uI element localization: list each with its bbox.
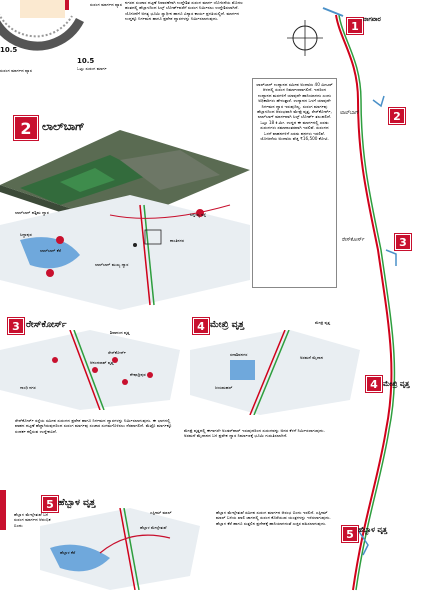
section-badge-3: 3 — [8, 318, 24, 334]
map-label-mekhri-4: ಜಯಮಹಲ್ — [215, 385, 233, 390]
section-title-lalbagh: ಲಾಲ್‌ಬಾಗ್ — [42, 120, 85, 133]
section-title-racecourse: ರೇಸ್‌ಕೋರ್ಸ್ — [26, 320, 67, 330]
depth-label-left: 10.5 — [0, 46, 18, 54]
map-label-mekhri-3: ಅರಮನೆ ಮೈದಾನ — [300, 355, 324, 360]
route-badge-4: 4 — [366, 376, 382, 392]
mekhri-paragraph: ಮೇಖ್ರಿ ವೃತ್ತದಲ್ಲಿ ಈಗಾಗಲೇ ಅಂಡರ್‌ಪಾಸ್ ಇರುವುದರಿಂದ ಸುರಂಗವನ್ನು ಅದರ ಕೆಳಗೆ ನಿರ್ಮಿಸಲಾಗುವುದು. ಅರಮನೆ ಮೈದಾನದ ಬಳಿ ಪ್ರವೇಶ ದ್ವಾರ ನಿರ್ಮಾಣಕ್ಕೆ ಭೂಮಿ ಗುರುತಿಸಲಾಗಿದೆ. — [184, 428, 325, 439]
intro-paragraph: ನಗರದ ಸಂಚಾರ ದಟ್ಟಣೆ ನಿವಾರಣೆಗಾಗಿ ಉದ್ದೇಶಿತ ಸುರಂಗ ಮಾರ್ಗ ಯೋಜನೆಯ ಮೊದಲ ಹಂತದಲ್ಲಿ ಹೆಬ್ಬಾಳದಿಂದ ಸಿಲ್ಕ್‌ ಬೋರ್ಡ್‌ವರೆಗೆ ಸುರಂಗ ನಿರ್ಮಿಸಲು ಉದ್ದೇಶಿಸಲಾಗಿದೆ. ಯೋಜನೆಗೆ ಅಗತ್ಯ ಭೂಮಿ ಸ್ವಾಧೀನ ಹಾಗೂ ವಿನ್ಯಾಸ ಕಾರ್ಯ ಪ್ರಗತಿಯಲ್ಲಿದೆ. ಮಾರ್ಗದ ಉದ್ದಕ್ಕೂ ನಿರ್ಗಮನ ಹಾಗೂ ಪ್ರವೇಶ ದ್ವಾರಗಳನ್ನು ನಿರ್ಮಿಸಲಾಗುವುದು. — [125, 0, 243, 22]
station-label-1: ನಾಗವಾರ — [363, 16, 381, 23]
route-badge-2: 2 — [389, 108, 405, 124]
section-title-mekhri: ಮೇಖ್ರಿ ವೃತ್ತ — [210, 320, 245, 330]
map-label-race-4: ಗಾಂಧಿ ನಗರ — [20, 385, 36, 390]
mekhri-map — [190, 330, 360, 415]
map-label-lalbagh-3: ಲಾಲ್‌ಬಾಗ್ ಕೆರೆ — [40, 248, 62, 253]
section-title-hebbal: ಹೆಬ್ಬಾಳ ವೃತ್ತ — [58, 498, 96, 508]
hebbal-side-note: ಹೆಬ್ಬಾಳ ಮೇಲ್ಸೇತುವೆ ಬಳಿ ಸುರಂಗ ಮಾರ್ಗದ ಆರಂಭಿಕ ಬಿಂದು — [14, 512, 51, 528]
map-label-hebbal-1: ಹೆಬ್ಬಾಳ ಕೆರೆ — [60, 550, 76, 555]
section-badge-2: 2 — [14, 116, 38, 140]
racecourse-map — [0, 330, 180, 410]
route-badge-1: 1 — [347, 18, 363, 34]
map-label-race-3: ಆನಂದರಾವ್ ವೃತ್ತ — [90, 360, 114, 365]
map-label-lalbagh-6: ಸಿದ್ದಯ್ಯ ರಸ್ತೆ — [190, 212, 206, 217]
map-label-mekhri-2: ಸದಾಶಿವನಗರ — [230, 352, 248, 357]
depth-label-right: 10.5 — [77, 57, 95, 65]
route-badge-5: 5 — [342, 526, 358, 542]
map-label-hebbal-3: ಎಸ್ಟೀಮ್ ಮಾಲ್ — [150, 510, 172, 515]
map-label-lalbagh-4: ಲಾಲ್‌ಬಾಗ್ ಮುಖ್ಯ ದ್ವಾರ — [95, 262, 129, 267]
map-label-hebbal-2: ಹೆಬ್ಬಾಳ ಮೇಲ್ಸೇತುವೆ — [140, 525, 167, 530]
map-label-race-2: ರೇಸ್‌ಕೋರ್ಸ್ — [108, 350, 127, 355]
tunnel-note-a: ಸುರಂಗ ಮಾರ್ಗದ ವ್ಯಾಸ — [0, 68, 33, 73]
tunnel-side-note: ಸುರಂಗ ಮಾರ್ಗದ ವ್ಯಾಸ — [90, 2, 123, 7]
hebbal-paragraph: ಹೆಬ್ಬಾಳ ಮೇಲ್ಸೇತುವೆ ಸಮೀಪ ಸುರಂಗ ಮಾರ್ಗದ ಆರಂಭ ಬಿಂದು ಇರಲಿದೆ. ಎಸ್ಟೀಮ್ ಮಾಲ್ ಬಳಿಯ ಖಾಲಿ ಜಾಗದಲ್ಲಿ ಸುರಂಗ ಕೊರೆಯುವ ಯಂತ್ರಗಳನ್ನು ಇಳಿಸಲಾಗುವುದು. ಹೆಬ್ಬಾಳ ಕೆರೆ ಹಾಗೂ ಸುತ್ತಲಿನ ಪ್ರದೇಶಕ್ಕೆ ಹಾನಿಯಾಗದಂತೆ ಎಚ್ಚರ ವಹಿಸಲಾಗುವುದು. — [216, 510, 331, 526]
lalbagh-info-box — [252, 78, 337, 288]
station-label-5: ಹೆಬ್ಬಾಳ ವೃತ್ತ — [358, 526, 388, 534]
station-label-3: ರೇಸ್‌ಕೋರ್ಸ್ — [342, 237, 365, 243]
station-label-4: ಮೇಖ್ರಿ ವೃತ್ತ — [383, 380, 410, 388]
left-edge-badge — [0, 490, 6, 530]
map-label-race-5: ಶೇಷಾದ್ರಿಪುರ — [130, 372, 146, 377]
map-label-lalbagh-2: ಸಿದ್ದಾಪುರ — [20, 232, 32, 237]
map-label-lalbagh-5: ಶಾಂತಿನಗರ — [170, 238, 184, 243]
station-label-2: ಲಾಲ್‌ಬಾಗ್ — [340, 110, 360, 116]
map-label-mekhri-1: ಮೇಖ್ರಿ ವೃತ್ತ — [315, 320, 331, 325]
racecourse-paragraph: ರೇಸ್‌ಕೋರ್ಸ್ ರಸ್ತೆಯ ಸಮೀಪ ಸುರಂಗದ ಪ್ರವೇಶ ಹಾಗೂ ನಿರ್ಗಮನ ದ್ವಾರಗಳನ್ನು ನಿರ್ಮಿಸಲಾಗುವುದು. ಈ ಭಾಗದಲ್ಲಿ ವಾಹನ ದಟ್ಟಣೆ ಹೆಚ್ಚಾಗಿರುವುದರಿಂದ ಸುರಂಗ ಮಾರ್ಗವು ಸಂಚಾರ ಸುಗಮಗೊಳಿಸಲು ನೆರವಾಗಲಿದೆ. ಮೆಟ್ರೊ ಮಾರ್ಗಕ್ಕೂ ಸಂಪರ್ಕ ಕಲ್ಪಿಸುವ ಉದ್ದೇಶವಿದೆ. — [15, 418, 172, 434]
map-label-lalbagh-1: ಲಾಲ್‌ಬಾಗ್ ಪಶ್ಚಿಮ ದ್ವಾರ — [15, 210, 49, 215]
hebbal-map — [40, 508, 200, 590]
map-label-race-1: ಶಿವಾನಂದ ವೃತ್ತ — [110, 330, 130, 335]
section-badge-5: 5 — [42, 496, 58, 512]
lalbagh-info-text: ಲಾಲ್‌ಬಾಗ್ ಉದ್ಯಾನದ ಸಮೀಪ ಅಂದಾಜು 40 ಮೀಟರ್ ಆಳದಲ್ಲಿ ಸುರಂಗ ನಿರ್ಮಾಣವಾಗಲಿದೆ. ಇದರಿಂದ ಉದ್ಯಾನದ ಮರಗಳಿಗೆ ಯಾವುದೇ ಹಾನಿಯಾಗದು ಎಂದು ಅಧಿಕಾರಿಗಳು ಹೇಳುತ್ತಾರೆ. ಉದ್ಯಾನದ ಒಳಗೆ ಯಾವುದೇ ನಿರ್ಗಮನ ದ್ವಾರ ಇರುವುದಿಲ್ಲ. ಸುರಂಗ ಮಾರ್ಗವು ಹೆಬ್ಬಾಳದಿಂದ ಆರಂಭವಾಗಿ ಮೇಖ್ರಿ ವೃತ್ತ, ರೇಸ್‌ಕೋರ್ಸ್, ಲಾಲ್‌ಬಾಗ್ ಮಾರ್ಗವಾಗಿ ಸಿಲ್ಕ್‌ ಬೋರ್ಡ್ ತಲುಪಲಿದೆ. ಒಟ್ಟು 18 ಕಿ.ಮೀ. ಉದ್ದದ ಈ ಮಾರ್ಗದಲ್ಲಿ ಎರಡು ಸುರಂಗಗಳು ಸಮಾನಾಂತರವಾಗಿ ಇರಲಿವೆ. ಸುರಂಗದ ಒಳಗೆ ವಾಹನಗಳಿಗೆ ಎರಡು ಪಥಗಳು ಇರಲಿವೆ. ಯೋಜನೆಯ ಅಂದಾಜು ವೆಚ್ಚ ₹16,500 ಕೋಟಿ. — [256, 82, 333, 142]
route-badge-3: 3 — [395, 234, 411, 250]
section-badge-4: 4 — [193, 318, 209, 334]
tunnel-note-b: ಒಟ್ಟು ಸುರಂಗ ಮಾರ್ಗ — [77, 66, 107, 71]
